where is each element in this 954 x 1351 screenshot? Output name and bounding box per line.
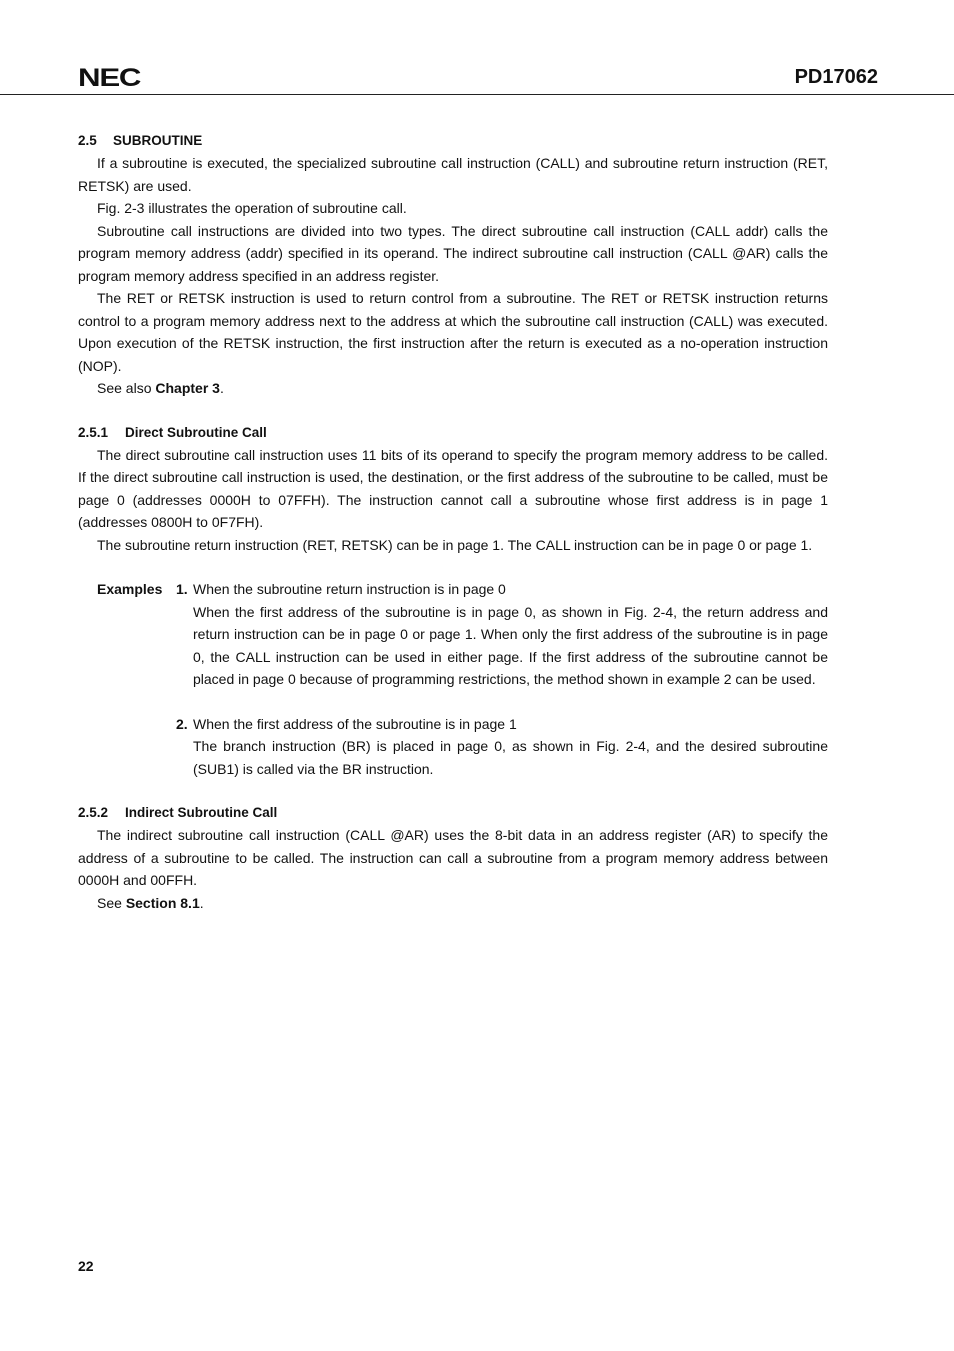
examples-block <box>97 578 828 780</box>
examples-label: Examples <box>97 581 163 597</box>
see-suffix: . <box>219 380 224 396</box>
paragraph: The direct subroutine call instruction uses 11 bits of its operand to specify the program memory address to be called. If the direct subroutine call instruction is used, the destination, or the first address of the subroutine to be called, must be page 0 (addresses 0000H to 07FFH). The instruction cannot call a subroutine whose first address is in page 1 (addresses 0800H to 0F7FH). <box>78 446 828 530</box>
section-title: Indirect Subroutine Call <box>125 805 278 820</box>
chapter-reference: Chapter 3 <box>155 380 220 396</box>
example-body: The branch instruction (BR) is placed in page 0, as shown in Fig. 2-4, and the desired subroutine (SUB1) is called via the BR instruction. <box>193 738 828 777</box>
example-title: When the subroutine return instruction is in page 0 <box>193 581 506 597</box>
section-reference: Section 8.1 <box>125 894 200 911</box>
see-suffix: . <box>199 894 204 911</box>
section-number: 2.5 <box>78 133 97 148</box>
section-number: 2.5.1 <box>78 424 109 440</box>
section-2-5-2-heading <box>78 802 828 824</box>
header-rule <box>0 94 954 95</box>
example-number: 1. <box>176 581 188 597</box>
example-number: 2. <box>176 715 188 732</box>
section-2-5-1-heading <box>78 422 828 444</box>
paragraph: If a subroutine is executed, the specialized subroutine call instruction (CALL) and subroutine return instruction (RET, RETSK) are used. <box>78 155 828 194</box>
paragraph: Subroutine call instructions are divided into two types. The direct subroutine call instruction (CALL addr) calls the program memory address (addr) specified in its operand. The indirect subroutine call instruction (CALL @AR) calls the program memory address specified in an address register. <box>78 222 828 284</box>
section-title: Direct Subroutine Call <box>125 424 267 440</box>
document-id: PD17062 <box>794 66 878 88</box>
paragraph: The RET or RETSK instruction is used to return control from a subroutine. The RET or RETSK instruction returns control to a program memory address next to the address at which the subroutine call instruction (CALL) was executed. Upon execution of the RETSK instruction, the first instruction after the return is executed as a no-operation instruction (NOP). <box>78 290 828 374</box>
example-item <box>97 578 828 691</box>
paragraph: The subroutine return instruction (RET, RETSK) can be in page 1. The CALL instruction can be in page 0 or page 1. <box>97 536 813 553</box>
see-also-line <box>78 377 828 400</box>
see-line <box>78 892 828 915</box>
example-title: When the first address of the subroutine is in page 1 <box>193 715 517 732</box>
see-prefix: See also <box>97 380 156 396</box>
page-content <box>78 130 828 914</box>
nec-logo: NEC <box>78 64 141 92</box>
page-number: 22 <box>78 1258 94 1274</box>
section-2-5-heading <box>78 130 828 152</box>
paragraph: Fig. 2-3 illustrates the operation of subroutine call. <box>97 200 407 216</box>
example-body: When the first address of the subroutine is in page 0, as shown in Fig. 2-4, the return address and return instruction can be in page 0 or page 1. When only the first address of the subroutine is in page 0, the CALL instruction can be used in either page. If the first address of the subroutine cannot be placed in page 0 because of programming restrictions, the method shown in example 2 can be used. <box>193 603 828 687</box>
paragraph: The indirect subroutine call instruction (CALL @AR) uses the 8-bit data in an address register (AR) to specify the address of a subroutine to be called. The instruction can call a subroutine from a program memory address between 0000H and 00FFH. <box>78 827 828 888</box>
section-title: SUBROUTINE <box>113 133 203 148</box>
example-item <box>97 713 828 781</box>
section-number: 2.5.2 <box>78 805 109 820</box>
see-prefix: See <box>97 894 126 911</box>
